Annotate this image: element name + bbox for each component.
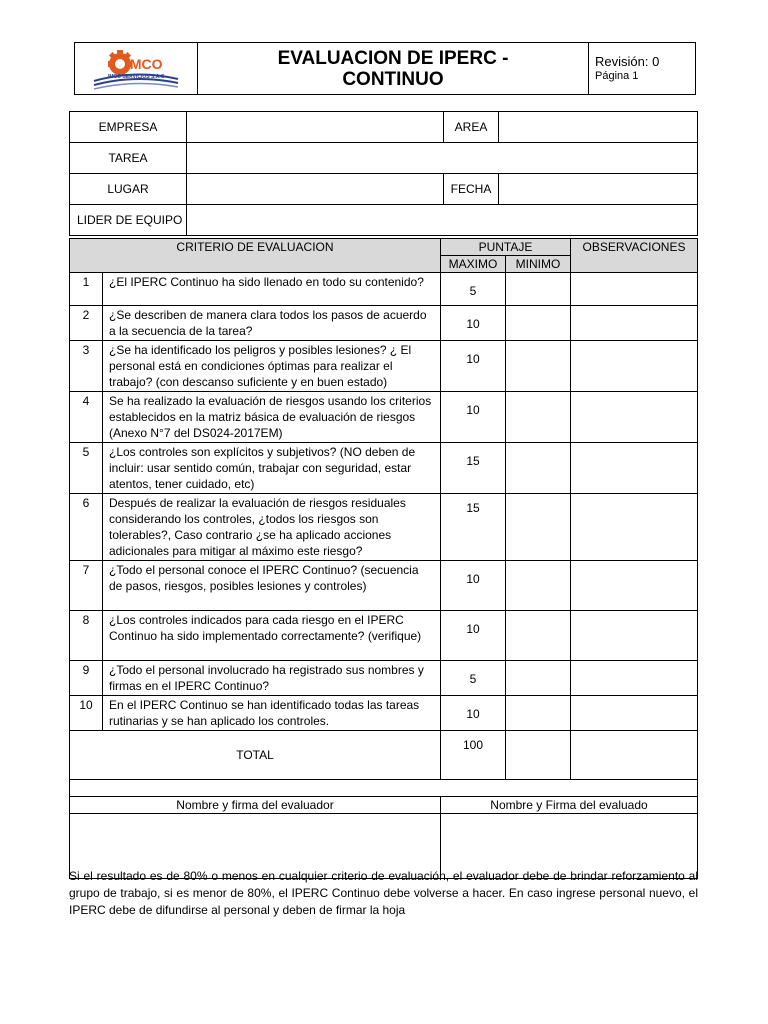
observation-field[interactable]: [571, 306, 698, 341]
evaluador-label: Nombre y firma del evaluador: [70, 797, 441, 814]
info-table: [69, 111, 698, 236]
lugar-label: LUGAR: [70, 174, 187, 205]
lider-label: LIDER DE EQUIPO: [70, 205, 187, 236]
empresa-field[interactable]: [187, 112, 444, 143]
row-number: 9: [70, 661, 103, 696]
criterion-text: ¿Todo el personal conoce el IPERC Continuo? (secuencia de pasos, riesgos, posibles lesiones y controles): [103, 561, 441, 611]
table-row: [70, 273, 698, 306]
row-number: 7: [70, 561, 103, 611]
area-field[interactable]: [499, 112, 698, 143]
criterion-text: Se ha realizado la evaluación de riesgos usando los criterios establecidos en la matriz básica de evaluación de riesgos (Anexo N°7 del DS024-2017EM): [103, 392, 441, 443]
row-number: 2: [70, 306, 103, 341]
observation-field[interactable]: [571, 341, 698, 392]
observaciones-header: OBSERVACIONES: [571, 239, 698, 273]
max-score: 10: [441, 611, 506, 661]
empresa-label: EMPRESA: [70, 112, 187, 143]
table-row: [70, 306, 698, 341]
min-score-field[interactable]: [506, 273, 571, 306]
fecha-field[interactable]: [499, 174, 698, 205]
criterion-text: ¿El IPERC Continuo ha sido llenado en todo su contenido?: [103, 273, 441, 306]
min-score-field[interactable]: [506, 696, 571, 731]
revision-label: Revisión: 0: [595, 53, 660, 69]
criterion-text: ¿Los controles indicados para cada riesgo en el IPERC Continuo ha sido implementado correctamente? (verifique): [103, 611, 441, 661]
logo-text: IMCO: [126, 55, 163, 72]
minimo-header: MINIMO: [506, 256, 571, 273]
criterio-header: CRITERIO DE EVALUACION: [70, 239, 441, 273]
observation-field[interactable]: [571, 561, 698, 611]
min-score-field[interactable]: [506, 306, 571, 341]
max-score: 15: [441, 494, 506, 561]
observation-field[interactable]: [571, 392, 698, 443]
observation-field[interactable]: [571, 273, 698, 306]
table-row: [70, 443, 698, 494]
criterion-text: Después de realizar la evaluación de riesgos residuales considerando los controles, ¿todos los riesgos son tolerables?, Caso contrario ¿se ha aplicado acciones adicionales para mitigar al máximo este riesgo?: [103, 494, 441, 561]
table-row: [70, 661, 698, 696]
max-score: 10: [441, 561, 506, 611]
max-score: 10: [441, 392, 506, 443]
min-score-field[interactable]: [506, 561, 571, 611]
lider-field[interactable]: [187, 205, 698, 236]
row-number: 10: [70, 696, 103, 731]
spacer-cell: [70, 780, 698, 797]
min-score-field[interactable]: [506, 392, 571, 443]
criteria-table: [69, 238, 698, 879]
table-row: [70, 696, 698, 731]
min-score-field[interactable]: [506, 494, 571, 561]
total-label: TOTAL: [70, 731, 441, 780]
observation-field[interactable]: [571, 661, 698, 696]
signature-header-row: [70, 797, 698, 814]
page-label: Página 1: [595, 69, 639, 82]
evaluado-label: Nombre y Firma del evaluado: [441, 797, 698, 814]
row-number: 1: [70, 273, 103, 306]
observation-field[interactable]: [571, 443, 698, 494]
row-number: 3: [70, 341, 103, 392]
observation-field[interactable]: [571, 696, 698, 731]
criterion-text: ¿Todo el personal involucrado ha registrado sus nombres y firmas en el IPERC Continuo?: [103, 661, 441, 696]
row-number: 8: [70, 611, 103, 661]
observation-field[interactable]: [571, 611, 698, 661]
logo-cell: [75, 43, 198, 95]
observation-field[interactable]: [571, 494, 698, 561]
max-score: 10: [441, 306, 506, 341]
max-score: 5: [441, 273, 506, 306]
footer-note: Si el resultado es de 80% o menos en cualquier criterio de evaluación, el evaluador debe de brindar reforzamiento al grupo de trabajo, si es menor de 80%, el IPERC Continuo debe volverse a hacer. En caso ingrese personal nuevo, el IPERC debe de difundirse al personal y deben de firmar la hoja: [69, 869, 698, 917]
title-line-1: EVALUACION DE IPERC -: [277, 47, 509, 69]
puntaje-header: PUNTAJE: [441, 239, 571, 256]
spacer-row: [70, 780, 698, 797]
min-score-field[interactable]: [506, 443, 571, 494]
lugar-field[interactable]: [187, 174, 444, 205]
row-number: 6: [70, 494, 103, 561]
table-row: [70, 561, 698, 611]
title-line-2: CONTINUO: [342, 68, 444, 90]
min-score-field[interactable]: [506, 611, 571, 661]
tarea-label: TAREA: [70, 143, 187, 174]
table-row: [70, 392, 698, 443]
total-max: 100: [441, 731, 506, 780]
revision-cell: [589, 43, 696, 95]
table-row: [70, 611, 698, 661]
total-row: [70, 731, 698, 780]
criterion-text: ¿Se ha identificado los peligros y posibles lesiones? ¿ El personal está en condiciones óptimas para realizar el trabajo? (con descanso suficiente y en buen estado): [103, 341, 441, 392]
criterion-text: ¿Los controles son explícitos y subjetivos? (NO deben de incluir: usar sentido común, trabajar con seguridad, estar atentos, tener cuidado, etc): [103, 443, 441, 494]
logo-subtext: IMCO SERVICIOS S.A.C: [108, 73, 165, 80]
tarea-field[interactable]: [187, 143, 698, 174]
row-number: 4: [70, 392, 103, 443]
maximo-header: MAXIMO: [441, 256, 506, 273]
max-score: 10: [441, 341, 506, 392]
document-header: [74, 42, 696, 95]
criterion-text: En el IPERC Continuo se han identificado todas las tareas rutinarias y se han aplicado los controles.: [103, 696, 441, 731]
area-label: AREA: [444, 112, 499, 143]
max-score: 10: [441, 696, 506, 731]
table-row: [70, 341, 698, 392]
total-min-field[interactable]: [506, 731, 571, 780]
max-score: 5: [441, 661, 506, 696]
table-row: [70, 494, 698, 561]
company-logo: [86, 47, 186, 91]
total-observation-field[interactable]: [571, 731, 698, 780]
max-score: 15: [441, 443, 506, 494]
criterion-text: ¿Se describen de manera clara todos los pasos de acuerdo a la secuencia de la tarea?: [103, 306, 441, 341]
min-score-field[interactable]: [506, 661, 571, 696]
min-score-field[interactable]: [506, 341, 571, 392]
row-number: 5: [70, 443, 103, 494]
document-title: [198, 43, 589, 95]
fecha-label: FECHA: [444, 174, 499, 205]
